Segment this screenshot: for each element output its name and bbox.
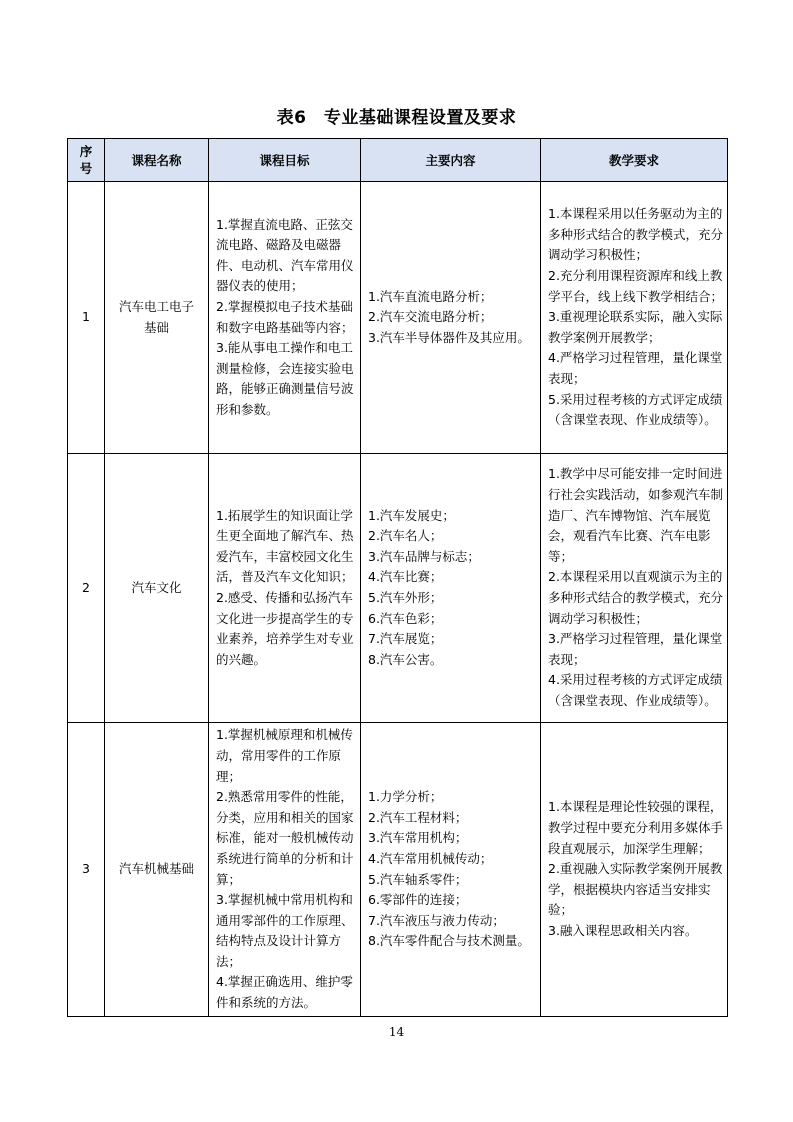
course-goals-item: 2.掌握模拟电子技术基础和数字电路基础等内容； xyxy=(216,298,354,335)
table-row xyxy=(68,723,728,1017)
course-requirements-item: 1.本课程采用以任务驱动为主的多种形式结合的教学模式，充分调动学习积极性； xyxy=(548,206,724,263)
course-content-item: 4.汽车常用机械传动； xyxy=(368,850,493,866)
course-content-item: 3.汽车半导体器件及其应用。 xyxy=(368,329,530,345)
course-content-item: 6.汽车色彩； xyxy=(368,610,443,626)
course-content-item: 2.汽车名人； xyxy=(368,528,443,544)
course-requirements-item: 5.采用过程考核的方式评定成绩（含课堂表现、作业成绩等）。 xyxy=(548,391,723,428)
course-goals-item: 1.掌握直流电路、正弦交流电路、磁路及电磁器件、电动机、汽车常用仪器仪表的使用； xyxy=(216,216,354,294)
table-row xyxy=(68,454,728,723)
course-goals-item: 1.拓展学生的知识面让学生更全面地了解汽车、热爱汽车，丰富校园文化生活，普及汽车文化知识； xyxy=(216,507,354,585)
header-requirements: 教学要求 xyxy=(541,139,728,182)
course-content-item: 7.汽车展览； xyxy=(368,631,443,647)
course-content-item: 3.汽车品牌与标志； xyxy=(368,548,480,564)
course-goals-item: 3.能从事电工操作和电工测量检修，会连接实验电路，能够正确测量信号波形和参数。 xyxy=(216,340,354,417)
course-requirements-item: 3.严格学习过程管理，量化课堂表现； xyxy=(548,631,723,667)
course-requirements-item: 4.严格学习过程管理，量化课堂表现； xyxy=(548,350,723,386)
course-requirements-cell xyxy=(541,182,728,454)
course-goals-item: 4.掌握正确选用、维护零件和系统的方法。 xyxy=(216,974,353,1011)
course-content-cell xyxy=(361,182,541,454)
course-name: 汽车电工电子基础 xyxy=(105,182,209,454)
course-content-item: 8.汽车公害。 xyxy=(368,651,443,667)
table-title: 表6 专业基础课程设置及要求 xyxy=(276,108,517,128)
table-body xyxy=(68,182,728,1017)
course-requirements-cell xyxy=(541,723,728,1017)
course-requirements-item: 4.采用过程考核的方式评定成绩（含课堂表现、作业成绩等）。 xyxy=(548,672,723,708)
course-content-item: 1.力学分析； xyxy=(368,789,443,805)
header-name: 课程名称 xyxy=(105,139,209,182)
course-requirements-item: 1.教学中尽可能安排一定时间进行社会实践活动，如参观汽车制造厂、汽车博物馆、汽车展览会，观看汽车比赛、汽车电影等； xyxy=(548,466,724,564)
course-goals-cell xyxy=(209,723,361,1017)
course-goals-item: 2.熟悉常用零件的性能，分类，应用和相关的国家标准，能对一般机械传动系统进行简单的分析和计算； xyxy=(216,789,354,887)
course-content-item: 5.汽车外形； xyxy=(368,590,443,605)
row-index: 1 xyxy=(68,182,105,454)
course-requirements-item: 3.融入课程思政相关内容。 xyxy=(548,922,698,938)
course-name: 汽车文化 xyxy=(105,454,209,723)
course-content-item: 2.汽车工程材料； xyxy=(368,809,468,825)
course-content-item: 3.汽车常用机构； xyxy=(368,830,468,846)
header-goals: 课程目标 xyxy=(209,139,361,182)
course-content-item: 1.汽车发展史； xyxy=(368,507,455,523)
page-number: 14 xyxy=(388,1025,405,1039)
course-name: 汽车机械基础 xyxy=(105,723,209,1017)
course-content-cell xyxy=(361,454,541,723)
course-goals-cell xyxy=(209,454,361,723)
course-content-item: 8.汽车零件配合与技术测量。 xyxy=(368,933,530,949)
course-content-item: 1.汽车直流电路分析； xyxy=(368,288,493,304)
header-index-label: 序号 xyxy=(79,144,93,176)
course-goals-item: 3.掌握机械中常用机构和通用零部件的工作原理、结构特点及设计计算方法； xyxy=(216,892,354,969)
header-content: 主要内容 xyxy=(361,139,541,182)
course-requirements-item: 2.本课程采用以直观演示为主的多种形式结合的教学模式，充分调动学习积极性； xyxy=(548,569,724,626)
course-content-item: 2.汽车交流电路分析； xyxy=(368,309,493,325)
course-goals-cell xyxy=(209,182,361,454)
course-content-item: 6.零部件的连接； xyxy=(368,892,468,908)
course-requirements-item: 1.本课程是理论性较强的课程，教学过程中要充分利用多媒体手段直观展示，加深学生理解； xyxy=(548,799,724,856)
header-index xyxy=(68,139,105,182)
course-content-cell xyxy=(361,723,541,1017)
course-content-item: 4.汽车比赛； xyxy=(368,569,443,585)
course-goals-item: 2.感受、传播和弘扬汽车文化进一步提高学生的专业素养，培养学生对专业的兴趣。 xyxy=(216,590,354,667)
row-index: 3 xyxy=(68,723,105,1017)
table-row xyxy=(68,182,728,454)
table-header-row xyxy=(68,139,728,182)
course-content-item: 7.汽车液压与液力传动； xyxy=(368,912,505,928)
row-index: 2 xyxy=(68,454,105,723)
course-requirements-item: 3.重视理论联系实际，融入实际教学案例开展教学； xyxy=(548,309,723,345)
course-goals-item: 1.掌握机械原理和机械传动，常用零件的工作原理； xyxy=(216,727,353,784)
course-table xyxy=(67,138,728,1017)
course-requirements-item: 2.重视融入实际教学案例开展教学，根据模块内容适当安排实验； xyxy=(548,861,723,918)
course-content-item: 5.汽车轴系零件； xyxy=(368,871,468,887)
course-requirements-cell xyxy=(541,454,728,723)
course-requirements-item: 2.充分利用课程资源库和线上教学平台，线上线下教学相结合； xyxy=(548,268,724,304)
